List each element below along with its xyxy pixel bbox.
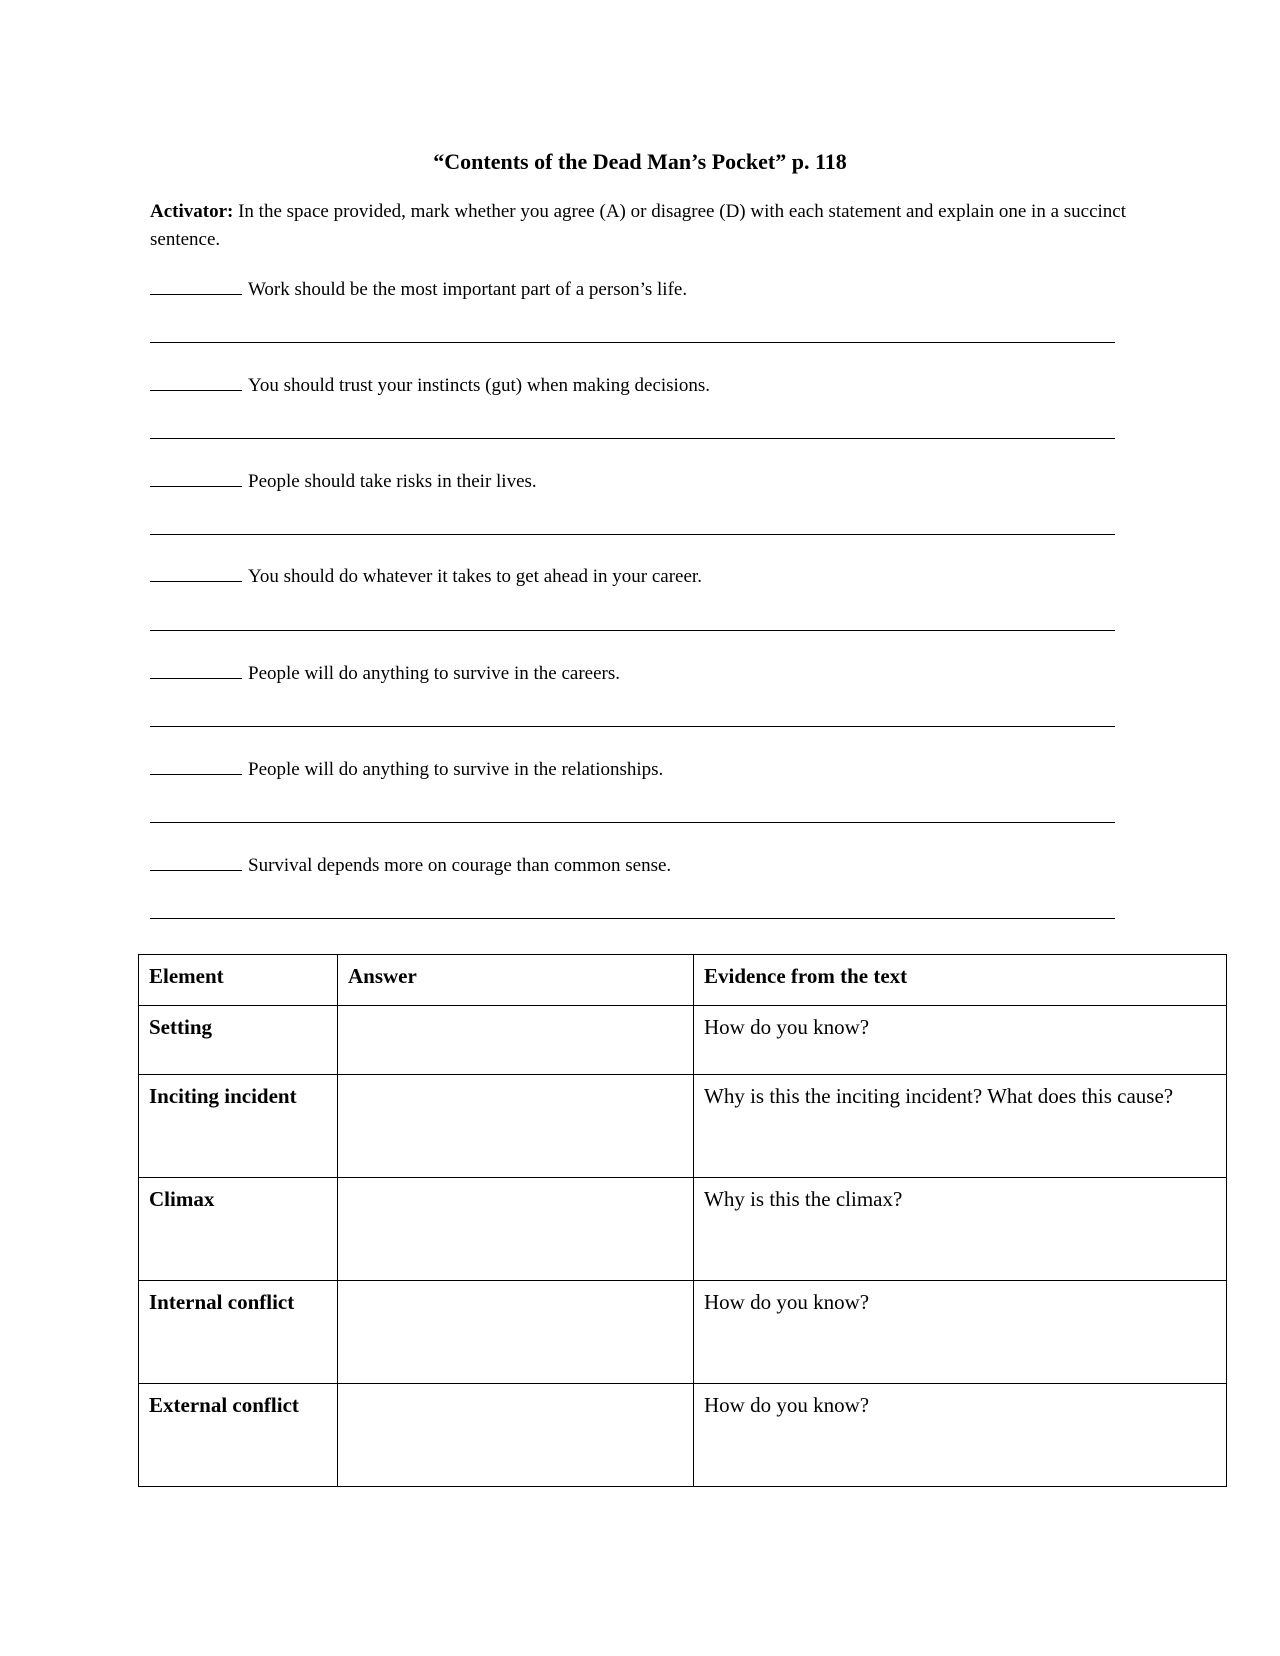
- evidence-cell[interactable]: Why is this the climax?: [694, 1178, 1227, 1281]
- explanation-line-2[interactable]: [150, 438, 1115, 439]
- statement-5: [150, 660, 1130, 687]
- answer-cell[interactable]: [338, 1178, 694, 1281]
- statement-text: You should trust your instincts (gut) when making decisions.: [248, 375, 710, 396]
- table-row: [139, 1006, 1227, 1075]
- agree-disagree-blank[interactable]: [150, 852, 242, 871]
- evidence-cell[interactable]: Why is this the inciting incident? What does this cause?: [694, 1075, 1227, 1178]
- table-header-row: [139, 955, 1227, 1006]
- table-row: [139, 1281, 1227, 1384]
- header-answer: Answer: [338, 955, 694, 1006]
- agree-disagree-blank[interactable]: [150, 563, 242, 582]
- activator-text: In the space provided, mark whether you agree (A) or disagree (D) with each statement and explain one in a succinct sentence.: [150, 201, 1127, 250]
- answer-cell[interactable]: [338, 1281, 694, 1384]
- element-cell: Inciting incident: [139, 1075, 338, 1178]
- page-title: “Contents of the Dead Man’s Pocket” p. 118: [433, 149, 847, 174]
- answer-cell[interactable]: [338, 1075, 694, 1178]
- header-evidence: Evidence from the text: [694, 955, 1227, 1006]
- statement-text: You should do whatever it takes to get ahead in your career.: [248, 566, 702, 587]
- evidence-cell[interactable]: How do you know?: [694, 1006, 1227, 1075]
- statement-text: People will do anything to survive in the relationships.: [248, 759, 664, 780]
- explanation-line-3[interactable]: [150, 534, 1115, 535]
- explanation-line-7[interactable]: [150, 918, 1115, 919]
- statement-2: [150, 372, 1130, 399]
- explanation-line-6[interactable]: [150, 822, 1115, 823]
- element-cell: Climax: [139, 1178, 338, 1281]
- element-cell: Setting: [139, 1006, 338, 1075]
- agree-disagree-blank[interactable]: [150, 756, 242, 775]
- statement-text: People should take risks in their lives.: [248, 471, 537, 492]
- statement-7: [150, 852, 1130, 879]
- statement-text: Survival depends more on courage than common sense.: [248, 855, 672, 876]
- story-elements-table: [138, 954, 1227, 1487]
- answer-cell[interactable]: [338, 1006, 694, 1075]
- table-row: [139, 1384, 1227, 1487]
- element-cell: Internal conflict: [139, 1281, 338, 1384]
- agree-disagree-blank[interactable]: [150, 660, 242, 679]
- header-element: Element: [139, 955, 338, 1006]
- explanation-line-1[interactable]: [150, 342, 1115, 343]
- statement-3: [150, 468, 1130, 495]
- statement-text: People will do anything to survive in the careers.: [248, 663, 620, 684]
- agree-disagree-blank[interactable]: [150, 372, 242, 391]
- activator-instructions: [150, 198, 1130, 254]
- agree-disagree-blank[interactable]: [150, 468, 242, 487]
- statement-1: [150, 276, 1130, 303]
- explanation-line-4[interactable]: [150, 630, 1115, 631]
- element-cell: External conflict: [139, 1384, 338, 1487]
- statement-6: [150, 756, 1130, 783]
- explanation-line-5[interactable]: [150, 726, 1115, 727]
- table-row: [139, 1178, 1227, 1281]
- activator-label: Activator:: [150, 201, 234, 222]
- evidence-cell[interactable]: How do you know?: [694, 1281, 1227, 1384]
- statement-4: [150, 563, 1130, 590]
- evidence-cell[interactable]: How do you know?: [694, 1384, 1227, 1487]
- answer-cell[interactable]: [338, 1384, 694, 1487]
- table-row: [139, 1075, 1227, 1178]
- statement-text: Work should be the most important part of a person’s life.: [248, 279, 688, 300]
- agree-disagree-blank[interactable]: [150, 276, 242, 295]
